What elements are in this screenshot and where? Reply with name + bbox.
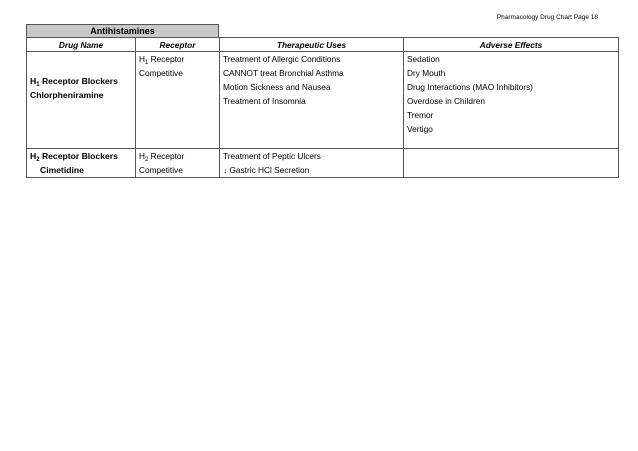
use-item: Treatment of Peptic Ulcers xyxy=(223,151,321,161)
drug-class-label: $H_1$ Receptor Blockers xyxy=(30,76,118,88)
column-header-adverse-effects: Adverse Effects xyxy=(404,38,619,52)
use-item: ↓ Gastric HCl Secretion xyxy=(223,165,310,175)
use-item: CANNOT treat Bronchial Asthma xyxy=(223,68,344,78)
drug-name-cell xyxy=(27,52,136,149)
adverse-item: Sedation xyxy=(407,54,440,64)
receptor-cell xyxy=(136,52,220,149)
column-header-therapeutic-uses: Therapeutic Uses xyxy=(220,38,404,52)
receptor-label: $H_2$ Receptor xyxy=(139,151,185,163)
section-title: Antihistamines xyxy=(26,24,219,37)
page-header: Pharmacology Drug Chart Page 18 xyxy=(496,14,598,21)
drug-chart-table xyxy=(26,37,619,178)
drug-name: Cimetidine xyxy=(40,165,84,175)
adverse-item: Overdose in Children xyxy=(407,96,485,106)
adverse-effects-cell xyxy=(404,149,619,178)
receptor-type: Competitive xyxy=(139,165,183,175)
adverse-item: Tremor xyxy=(407,110,434,120)
receptor-label: $H_1$ Receptor xyxy=(139,54,185,66)
use-item: Treatment of Insomnia xyxy=(223,96,306,106)
adverse-item: Vertigo xyxy=(407,124,433,134)
adverse-item: Dry Mouth xyxy=(407,68,446,78)
table-header-row xyxy=(27,38,619,52)
drug-name: Chlorpheniramine xyxy=(30,90,104,100)
adverse-item: Drug Interactions (MAO Inhibitors) xyxy=(407,82,533,92)
drug-class-label: $H_2$ Receptor Blockers xyxy=(30,151,118,163)
column-header-receptor: Receptor xyxy=(136,38,220,52)
use-item: Motion Sickness and Nausea xyxy=(223,82,331,92)
drug-name-cell xyxy=(27,149,136,178)
adverse-effects-cell xyxy=(404,52,619,149)
table-row xyxy=(27,52,619,149)
receptor-type: Competitive xyxy=(139,68,183,78)
use-item: Treatment of Allergic Conditions xyxy=(223,54,341,64)
therapeutic-uses-cell xyxy=(220,52,404,149)
column-header-drug-name: Drug Name xyxy=(27,38,136,52)
table-row xyxy=(27,149,619,178)
receptor-cell xyxy=(136,149,220,178)
therapeutic-uses-cell xyxy=(220,149,404,178)
